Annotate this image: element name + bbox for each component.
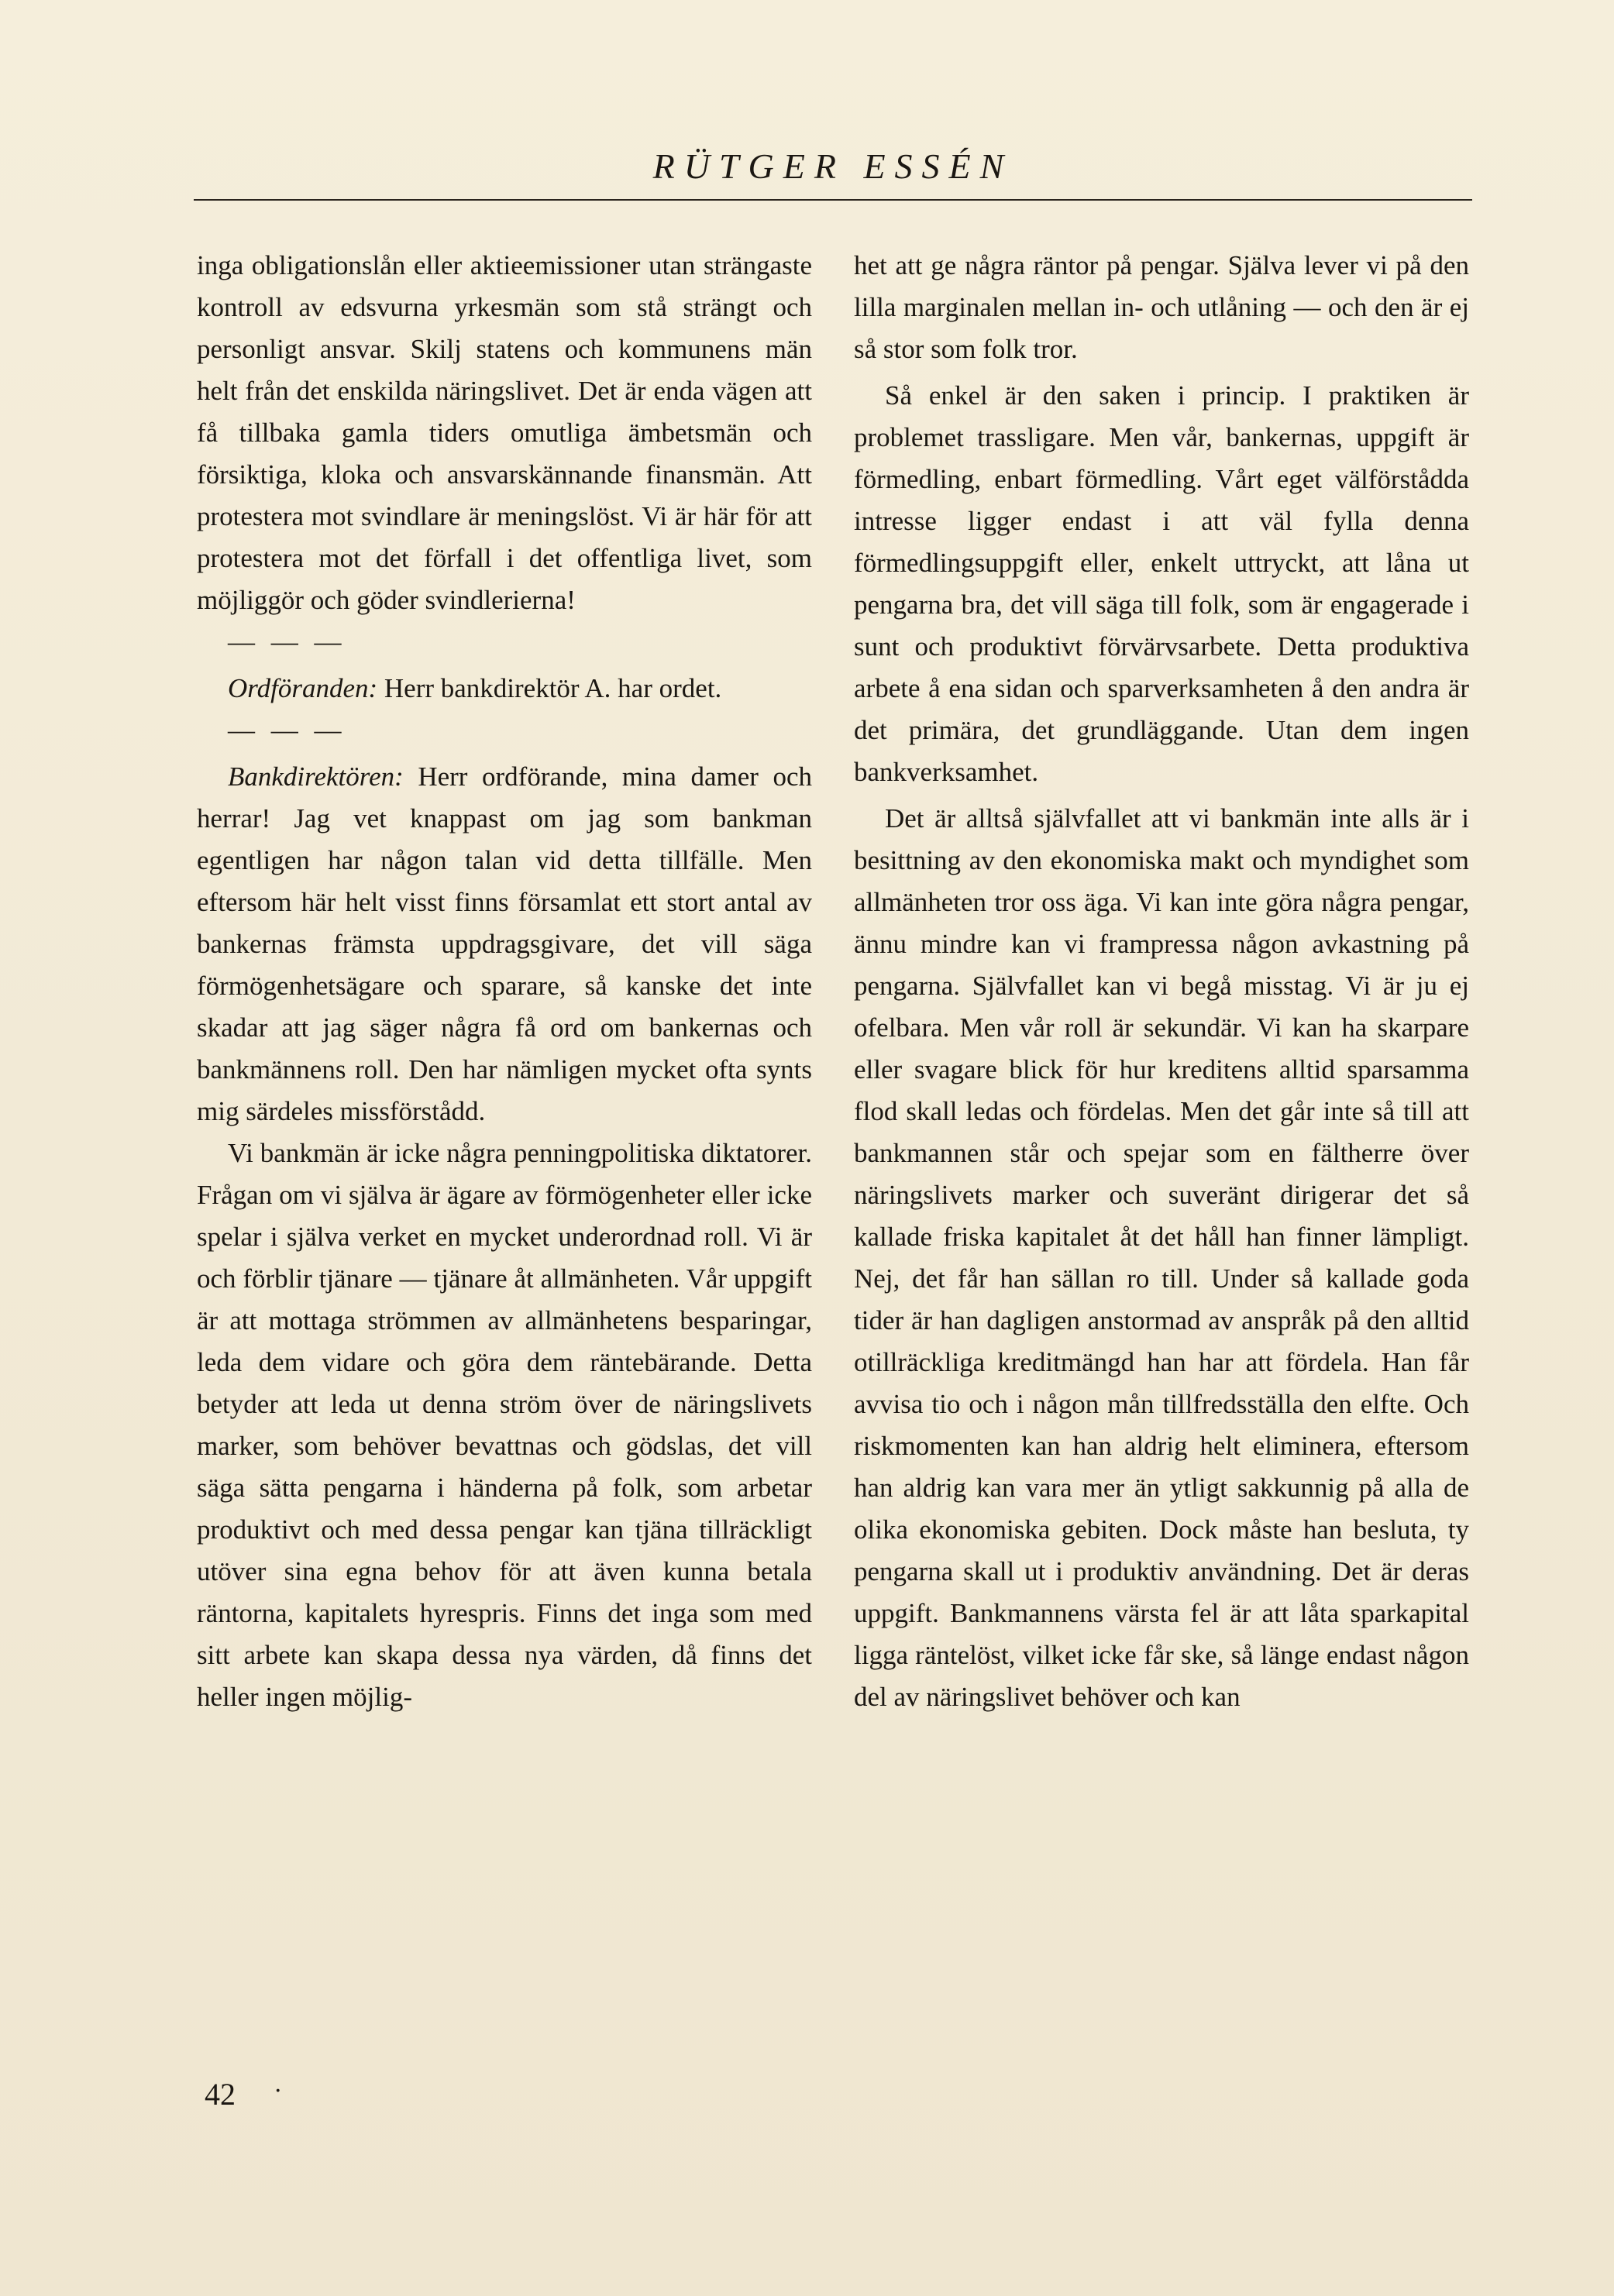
right-paragraph-3: Det är alltså självfallet att vi bankmän inte alls är i besittning av den ekonomiska makt och myndighet som allmänheten tror oss äga. Vi kan inte göra några pengar, ännu mindre kan vi frampressa någon avkastning på pengarna. Självfallet kan vi begå misstag. Vi är ju ej ofelbara. Men vår roll är sekundär. Vi kan ha skarpare eller svagare blick för hur kreditens alltid sparsamma flod skall ledas och fördelas. Men det går inte så till att bankmannen står och spejar som en fältherre över näringslivets marker och suveränt dirigerar det så kallade friska kapitalet åt det håll han finner lämpligt. Nej, det får han sällan ro till. Under så kallade goda tider är han dagligen anstormad av anspråk på den alltid otillräckliga kreditmängd han har att fördela. Han får avvisa tio och i någon mån tillfredsställa den elfte. Och riskmomenten kan han aldrig helt eliminera, eftersom han aldrig kan vara mer än ytligt sakkunnig på alla de olika ekonomiska gebiten. Dock måste han besluta, ty pengarna skall ut i produktiv användning. Det är deras uppgift. Bankmannens värsta fel är att låta sparkapital ligga räntelöst, vilket icke får ske, så länge endast någon del av näringslivet behöver och kan [854,803,1469,1712]
chairman-text: Herr bankdirektör A. har ordet. [377,673,722,703]
right-paragraph-2: Så enkel är den saken i princip. I praktiken är problemet trassligare. Men vår, bankernas, uppgift är förmedling, enbart förmedling. Vårt eget välförstådda intresse ligger endast i att väl fylla denna förmedlingsuppgift eller, enkelt uttryckt, att låna ut pengarna bra, det vill säga till folk, som är engagerade i sunt och produktivt förvärvsarbete. Detta produktiva arbete å ena sidan och sparverksamheten å den andra är det primära, det grundläggande. Utan dem ingen bankverksamhet. [854,380,1469,787]
bank-director-text: Herr ordförande, mina damer och herrar! Jag vet knappast om jag som bankman egentligen har någon talan vid detta tillfälle. Men eftersom här helt visst finns församlat ett stort antal av bankernas främsta uppdragsgivare, det vill säga förmögenhetsägare och sparare, så kanske det inte skadar att jag säger några få ord om bankernas och bankmännens roll. Den har nämligen mycket ofta synts mig särdeles missförstådd. [197,761,812,1126]
header-rule [194,199,1472,201]
left-column [197,245,812,1718]
section-dashes-1: — — — [228,627,346,657]
page-number: 42 [205,2077,236,2112]
section-dashes-2: — — — [228,715,346,745]
running-header: RÜTGER ESSÉN [652,146,1013,186]
left-paragraph-3: Vi bankmän är icke några penningpolitiska diktatorer. Frågan om vi själva är ägare av förmögenheter eller icke spelar i själva verket en mycket underordnad roll. Vi är och förblir tjänare — tjänare åt allmänheten. Vår uppgift är att mottaga strömmen av allmänhetens besparingar, leda dem vidare och göra dem räntebärande. Detta betyder att leda ut denna ström över de näringslivets marker, som behöver bevattnas och gödslas, det vill säga sätta pengarna i händerna på folk, som arbetar produktivt och med dessa pengar kan tjäna tillräckligt utöver sina egna behov för att även kunna betala räntorna, kapitalets hyrespris. Finns det inga som med sitt arbete kan skapa dessa nya värden, då finns det heller ingen möjlig- [197,1138,812,1712]
right-paragraph-1: het att ge några räntor på pengar. Själva lever vi på den lilla marginalen mellan in- och utlåning — och den är ej så stor som folk tror. [854,250,1469,364]
page-number-dot: · [274,2078,282,2105]
speaker-bank-director: Bankdirektören: [228,761,404,792]
chairman-line [197,668,812,710]
bank-director-paragraph [197,756,812,1133]
left-paragraph-1: inga obligationslån eller aktieemissioner utan strängaste kontroll av edsvurna yrkesmän som stå strängt och personligt ansvar. Skilj statens och kommunens män helt från det enskilda näringslivet. Det är enda vägen att få tillbaka gamla tiders omutliga ämbetsmän och försiktiga, kloka och ansvarskännande finansmän. Att protestera mot svindlare är meningslöst. Vi är här för att protestera mot det förfall i det offentliga livet, som möjliggör och göder svindlerierna! [197,250,812,615]
right-column [854,245,1469,1718]
speaker-chairman: Ordföranden: [228,673,378,703]
